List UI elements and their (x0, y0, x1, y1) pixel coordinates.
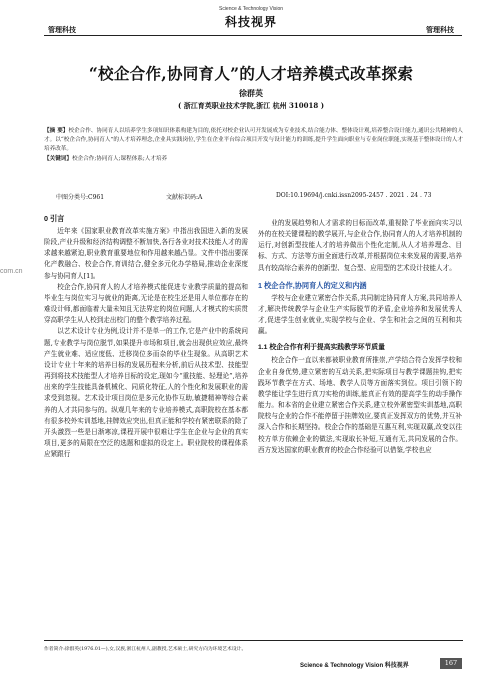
body-paragraph: 近年来《国家职业教育改革实施方案》中指出我国进入新的发展阶段,产业升级和经济结构调整不断加快,各行各业对技术技能人才的需求越来越紧迫,职业教育重要地位和作用越来越凸显。文件中指出要深化产教融合、校企合作,育训结合,健全多元化办学格局,推动企业深度参与协同育人[1]。 (44, 227, 248, 280)
header-rule (44, 35, 462, 36)
section-1-1-heading: 1.1 校企合作有利于提高实践教学环节质量 (258, 344, 385, 352)
header-right-tag: 管理科技 (426, 25, 454, 34)
footer-journal-brand: Science & Technology Vision 科技视界 (300, 663, 409, 669)
page-number: 167 (440, 658, 462, 669)
author-affiliation: ( 浙江育英职业技术学院,浙江 杭州 310018 ) (177, 101, 325, 110)
article-meta-row (44, 192, 463, 201)
body-paragraph: 业的发展趋势和人才需求的目标而改革,重视除了毕业面向实习以外的在校关键课程的教学展开,与企业合作,协同育人的人才培养机制的运行,对创新型技能人才的培养做出个性化定制,从人才培养理念、目标、方式、方法等方面全面进行改革,并根据岗位未来发展的需要,培养具有较高综合素养的创新型、复合型、应用型的艺术设计技能人才。 (258, 219, 462, 272)
keywords-text: 校企合作;协同育人;课程体系;人才培养 (71, 156, 168, 162)
site-watermark: com.cn (0, 268, 23, 275)
abstract-block (44, 127, 463, 164)
header-left-tag: 管理科技 (48, 25, 76, 34)
body-paragraph: 以艺术设计专业为例,设计并不是单一的工作,它是产业中的系统问题,专业教学与岗位脱节,如果提升市场和项目,就会出现供应效应,最终产生就业难、适应度低、迁移岗位多而杂的毕业生现象。从高职艺术设计专业十年来的培养目标的发展历程来分析,前后从技术型、技能型再到将技术技能型人才培养目标的设定,现如今“重技能、轻理论”,培养出来的学生技能具备机械化、同质化特征,人的个性化和发展职业的需求受到忽视。艺术设计项目岗位是多元化协作互助,敏捷精神等综合素养的人才共同参与的。纵观几年来的专业培养模式,高职院校在基本都有很多校外实训基地,挂牌效应突出,但真正能和学校有紧密联系的除了开头激烈一些是日渐寒凉,课程开展中很难让学生在企业与企业的真实项目,更多的局限在空泛的选题和虚拟的设定上。职业院校的课程体系应紧跟行 (44, 327, 248, 459)
abstract-text: 校企合作、协同育人以培养学生多项知识体系构建为目的,依托对校企业认可开发展成为专业技术,结合能力体、整体设计观,培养整合设计能力,通识公共精神的人才。以“校企合作,协同育人”的人才培养理念,企业具实践岗位,学生在企业平台综合项目开发与设计能力的训练,提升学生面向职业与专业岗位职能,实现基于整体设计的人才培养改革。 (44, 128, 463, 152)
doi: DOI:10.19694/j.cnki.issn2095-2457 . 2021 . 24 . 73 (276, 192, 432, 199)
document-code: 文献标识码:A (166, 194, 203, 201)
author-footnote: 作者简介:徐群英(1976.01—),女,汉族,浙江杭州人,副教授,艺术硕士,研究方向为环境艺术设计。 (44, 647, 247, 652)
section-0-heading: 0 引言 (44, 214, 65, 223)
left-column (44, 207, 248, 460)
abstract-label: 【摘 要】 (44, 128, 69, 134)
author-name: 徐群英 (239, 88, 263, 98)
right-column (258, 218, 462, 456)
article-title: “校企合作,协同育人”的人才培养模式改革探索 (88, 64, 414, 83)
clc-number: 中图分类号:C961 (56, 194, 105, 201)
journal-chinese-name: 科技视界 (224, 15, 277, 29)
footnote-rule (44, 640, 463, 641)
journal-english-name: Science & Technology Vision (218, 6, 284, 12)
body-paragraph: 校企合作一直以来都被职业教育所推崇,产学结合符合发挥学校和企业自身优势,建立紧密的互动关系,把实际项目与教学课题挂钩,把实践环节教学在方式、场地、教学人员等方面落实到位。项目引领下的教学能让学生进行真刀实枪的训练,能真正有效的提高学生的动手操作能力。和本省的企业建立紧密合作关系,建立校外紧密型实训基地,高职院校与企业的合作不能停留于挂牌效应,要真正发挥双方的优势,并互补深入合作和长期坚持。校企合作的基础是互惠互利,实现双赢,改变以往校方单方依赖企业的做法,实现取长补短,互通有无,共同发展的合作。西方发达国家的职业教育的校企合作经验可以借鉴,学校也应 (258, 356, 462, 454)
body-paragraph: 学校与企业建立紧密合作关系,共同制定协同育人方案,共同培养人才,解决传统教学与企业生产实际脱节的矛盾,企业培养和发展优秀人才,促进学生创业就业,实现学校与企业、学生和社会之间的互利和共赢。 (258, 293, 462, 336)
section-1-heading: 1 校企合作,协同育人的定义和内涵 (258, 280, 367, 290)
body-paragraph: 校企合作,协同育人的人才培养模式能促进专业教学质量的提高和毕业生与岗位实习与就业的距离,无论是在校生还是用人单位都存在的难设计师,都面临着大量未知且无法界定的岗位问题,人才模式的实质贯穿高职学生从人校到走出校门的整个教学培养过程。 (44, 282, 248, 325)
keywords-label: 【关键词】 (44, 156, 72, 162)
